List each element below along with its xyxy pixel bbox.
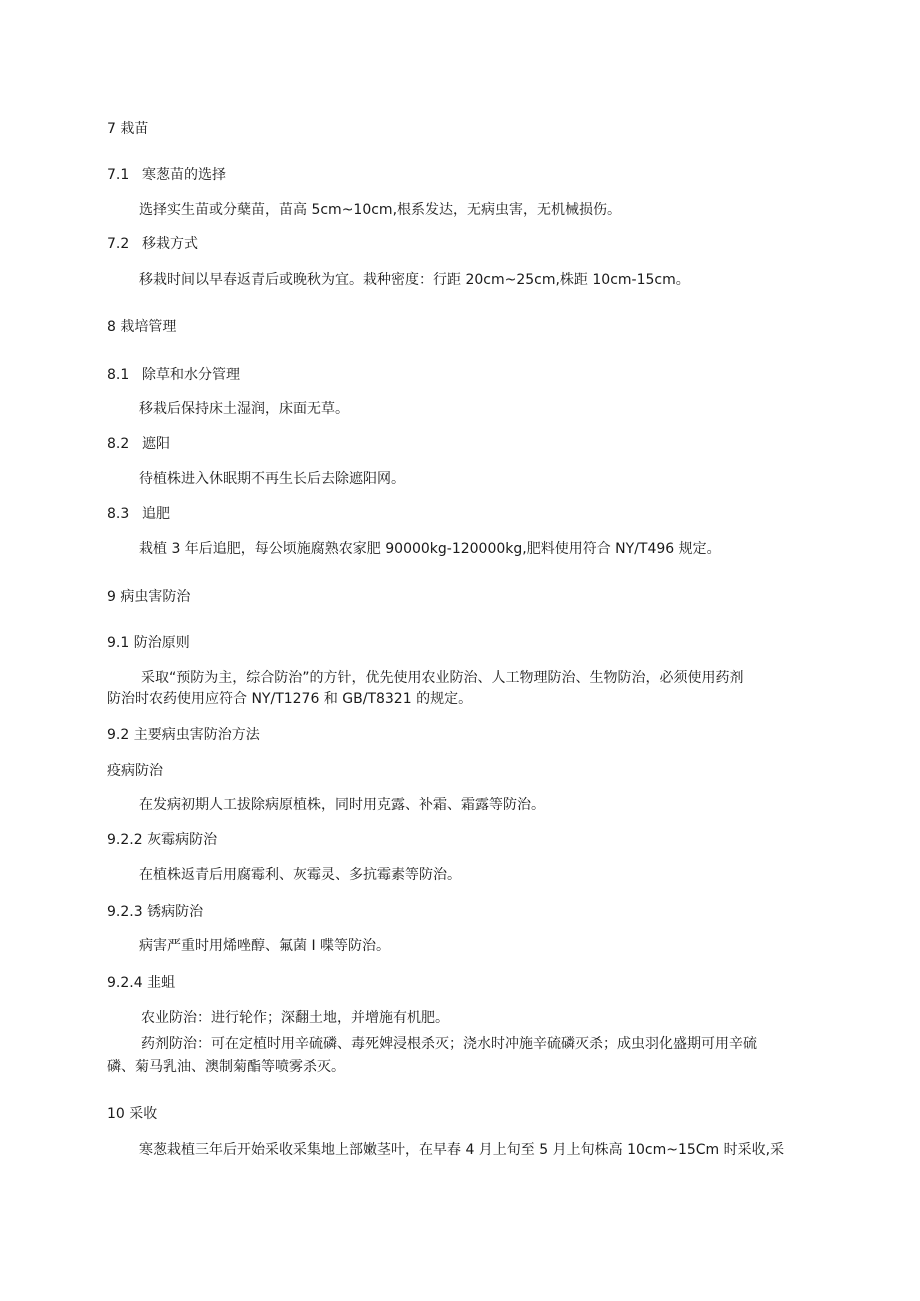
section-9-1-heading: 9.1 防治原则 — [107, 635, 190, 651]
section-9-1-body-line1: 采取“预防为主，综合防治”的方针，优先使用农业防治、人工物理防治、生物防治，必须使用药剂 — [141, 670, 744, 686]
section-7-2-body: 移栽时间以早春返青后或晚秋为宜。栽种密度：行距 20cm~25cm,株距 10cm-15cm。 — [139, 272, 690, 288]
section-7-2-heading — [107, 234, 198, 254]
section-8-1-body: 移栽后保持床土湿润，床面无草。 — [139, 401, 349, 417]
section-9-2-heading: 9.2 主要病虫害防治方法 — [107, 727, 260, 743]
section-9-2-4-body1: 农业防治：进行轮作；深翻土地，并增施有机肥。 — [141, 1010, 449, 1026]
section-8-1-heading — [107, 365, 240, 385]
section-number: 8.1 — [107, 367, 130, 383]
section-10-body: 寒葱栽植三年后开始采收采集地上部嫩茎叶，在早春 4 月上旬至 5 月上旬株高 10cm~15Cm 时采收,采 — [139, 1142, 785, 1158]
section-title: 除草和水分管理 — [142, 367, 240, 383]
section-7-1-body: 选择实生苗或分蘖苗，苗高 5cm~10cm,根系发达，无病虫害，无机械损伤。 — [139, 202, 622, 218]
section-title: 移栽方式 — [142, 236, 198, 252]
section-9-2-2-body: 在植株返青后用腐霉利、灰霉灵、多抗霉素等防治。 — [139, 867, 461, 883]
section-8-3-body: 栽植 3 年后追肥，每公顷施腐熟农家肥 90000kg-120000kg,肥料使用符合 NY/T496 规定。 — [139, 541, 721, 557]
section-9-2-2-heading: 9.2.2 灰霉病防治 — [107, 832, 218, 848]
section-9-2-3-body: 病害严重时用烯唑醇、氟菌 I 喋等防治。 — [139, 938, 391, 954]
section-number: 8.3 — [107, 506, 130, 522]
section-title: 遮阳 — [142, 436, 170, 452]
section-8-heading: 8 栽培管理 — [107, 319, 177, 335]
section-number: 7.2 — [107, 236, 130, 252]
section-9-2-4-body2-line2: 磷、菊马乳油、澳制菊酯等喷雾杀灭。 — [107, 1059, 345, 1075]
section-8-2-body: 待植株进入休眠期不再生长后去除遮阳网。 — [139, 471, 405, 487]
section-9-2-4-heading: 9.2.4 韭蛆 — [107, 975, 176, 991]
section-9-1-body-line2: 防治时农药使用应符合 NY/T1276 和 GB/T8321 的规定。 — [107, 691, 473, 707]
section-9-2-4-body2-line1: 药剂防治：可在定植时用辛硫磷、毒死婢浸根杀灭；浇水时冲施辛硫磷灭杀；成虫羽化盛期可用辛硫 — [141, 1036, 757, 1052]
section-7-heading: 7 栽苗 — [107, 121, 149, 137]
section-8-3-heading — [107, 504, 170, 524]
section-title: 追肥 — [142, 506, 170, 522]
section-10-heading: 10 采收 — [107, 1106, 158, 1122]
section-9-heading: 9 病虫害防治 — [107, 589, 191, 605]
section-8-2-heading — [107, 434, 170, 454]
section-7-1-heading — [107, 165, 226, 185]
section-9-2-1-body: 在发病初期人工拔除病原植株，同时用克露、补霜、霜露等防治。 — [139, 797, 545, 813]
section-9-2-1-heading: 疫病防治 — [107, 763, 163, 779]
section-9-2-3-heading: 9.2.3 锈病防治 — [107, 904, 204, 920]
section-number: 8.2 — [107, 436, 130, 452]
section-number: 7.1 — [107, 167, 130, 183]
section-title: 寒葱苗的选择 — [142, 167, 226, 183]
